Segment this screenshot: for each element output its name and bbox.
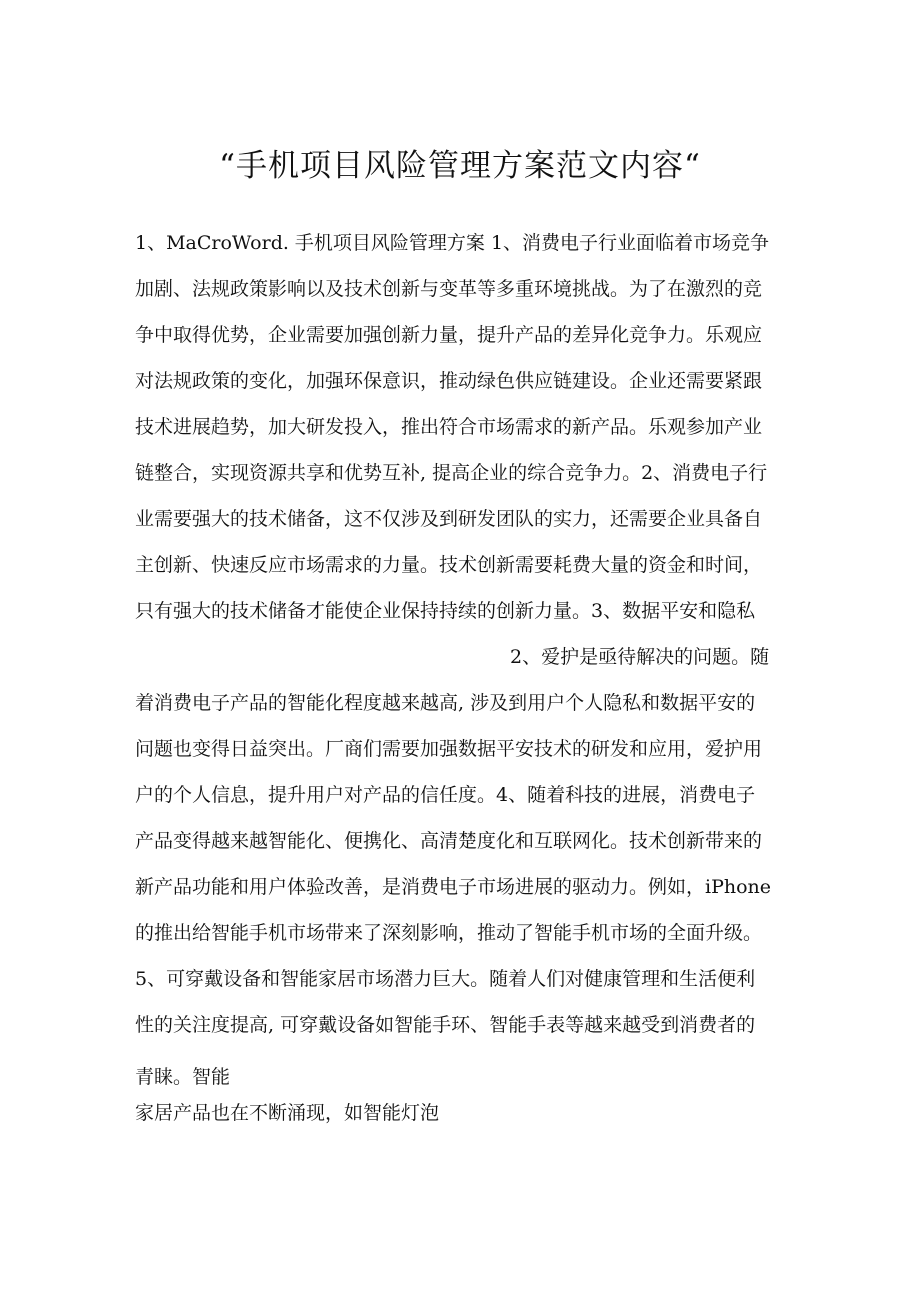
body-line-20: 家居产品也在不断涌现，如智能灯泡 bbox=[135, 1102, 440, 1124]
body-line-13: 户的个人信息，提升用户对产品的信任度。4、随着科技的进展，消费电子 bbox=[135, 784, 756, 806]
body-line-16: 的推出给智能手机市场带来了深刻影响，推动了智能手机市场的全面升级。 bbox=[135, 922, 763, 944]
body-line-4: 对法规政策的变化，加强环保意识，推动绿色供应链建设。企业还需要紧跟 bbox=[135, 370, 763, 392]
body-line-6: 链整合，实现资源共享和优势互补, 提高企业的综合竞争力。2、消费电子行 bbox=[135, 462, 768, 484]
body-line-15: 新产品功能和用户体验改善，是消费电子市场进展的驱动力。例如，iPhone bbox=[135, 876, 772, 898]
body-line-5: 技术进展趋势，加大研发投入，推出符合市场需求的新产品。乐观参加产业 bbox=[135, 416, 763, 438]
body-line-14: 产品变得越来越智能化、便携化、高清楚度化和互联网化。技术创新带来的 bbox=[135, 830, 763, 852]
body-line-19: 青睐。智能 bbox=[135, 1066, 231, 1088]
body-line-17: 5、可穿戴设备和智能家居市场潜力巨大。随着人们对健康管理和生活便利 bbox=[135, 968, 756, 990]
body-line-18: 性的关注度提高, 可穿戴设备如智能手环、智能手表等越来越受到消费者的 bbox=[135, 1014, 756, 1036]
body-line-7: 业需要强大的技术储备，这不仅涉及到研发团队的实力，还需要企业具备自 bbox=[135, 508, 763, 530]
document-title: “手机项目风险管理方案范文内容“ bbox=[219, 148, 701, 184]
body-line-2: 加剧、法规政策影响以及技术创新与变革等多重环境挑战。为了在激烈的竞 bbox=[135, 278, 763, 300]
body-line-11: 着消费电子产品的智能化程度越来越高, 涉及到用户个人隐私和数据平安的 bbox=[135, 692, 756, 714]
body-line-9: 只有强大的技术储备才能使企业保持持续的创新力量。3、数据平安和隐私 bbox=[135, 600, 756, 622]
body-line-1: 1、MaCroWord. 手机项目风险管理方案 1、消费电子行业面临着市场竞争 bbox=[135, 232, 770, 254]
body-line-3: 争中取得优势，企业需要加强创新力量，提升产品的差异化竞争力。乐观应 bbox=[135, 324, 763, 346]
body-line-10: 2、爱护是亟待解决的问题。随 bbox=[510, 646, 770, 668]
body-line-12: 问题也变得日益突出。厂商们需要加强数据平安技术的研发和应用，爱护用 bbox=[135, 738, 763, 760]
body-line-8: 主创新、快速反应市场需求的力量。技术创新需要耗费大量的资金和时间， bbox=[135, 554, 763, 576]
